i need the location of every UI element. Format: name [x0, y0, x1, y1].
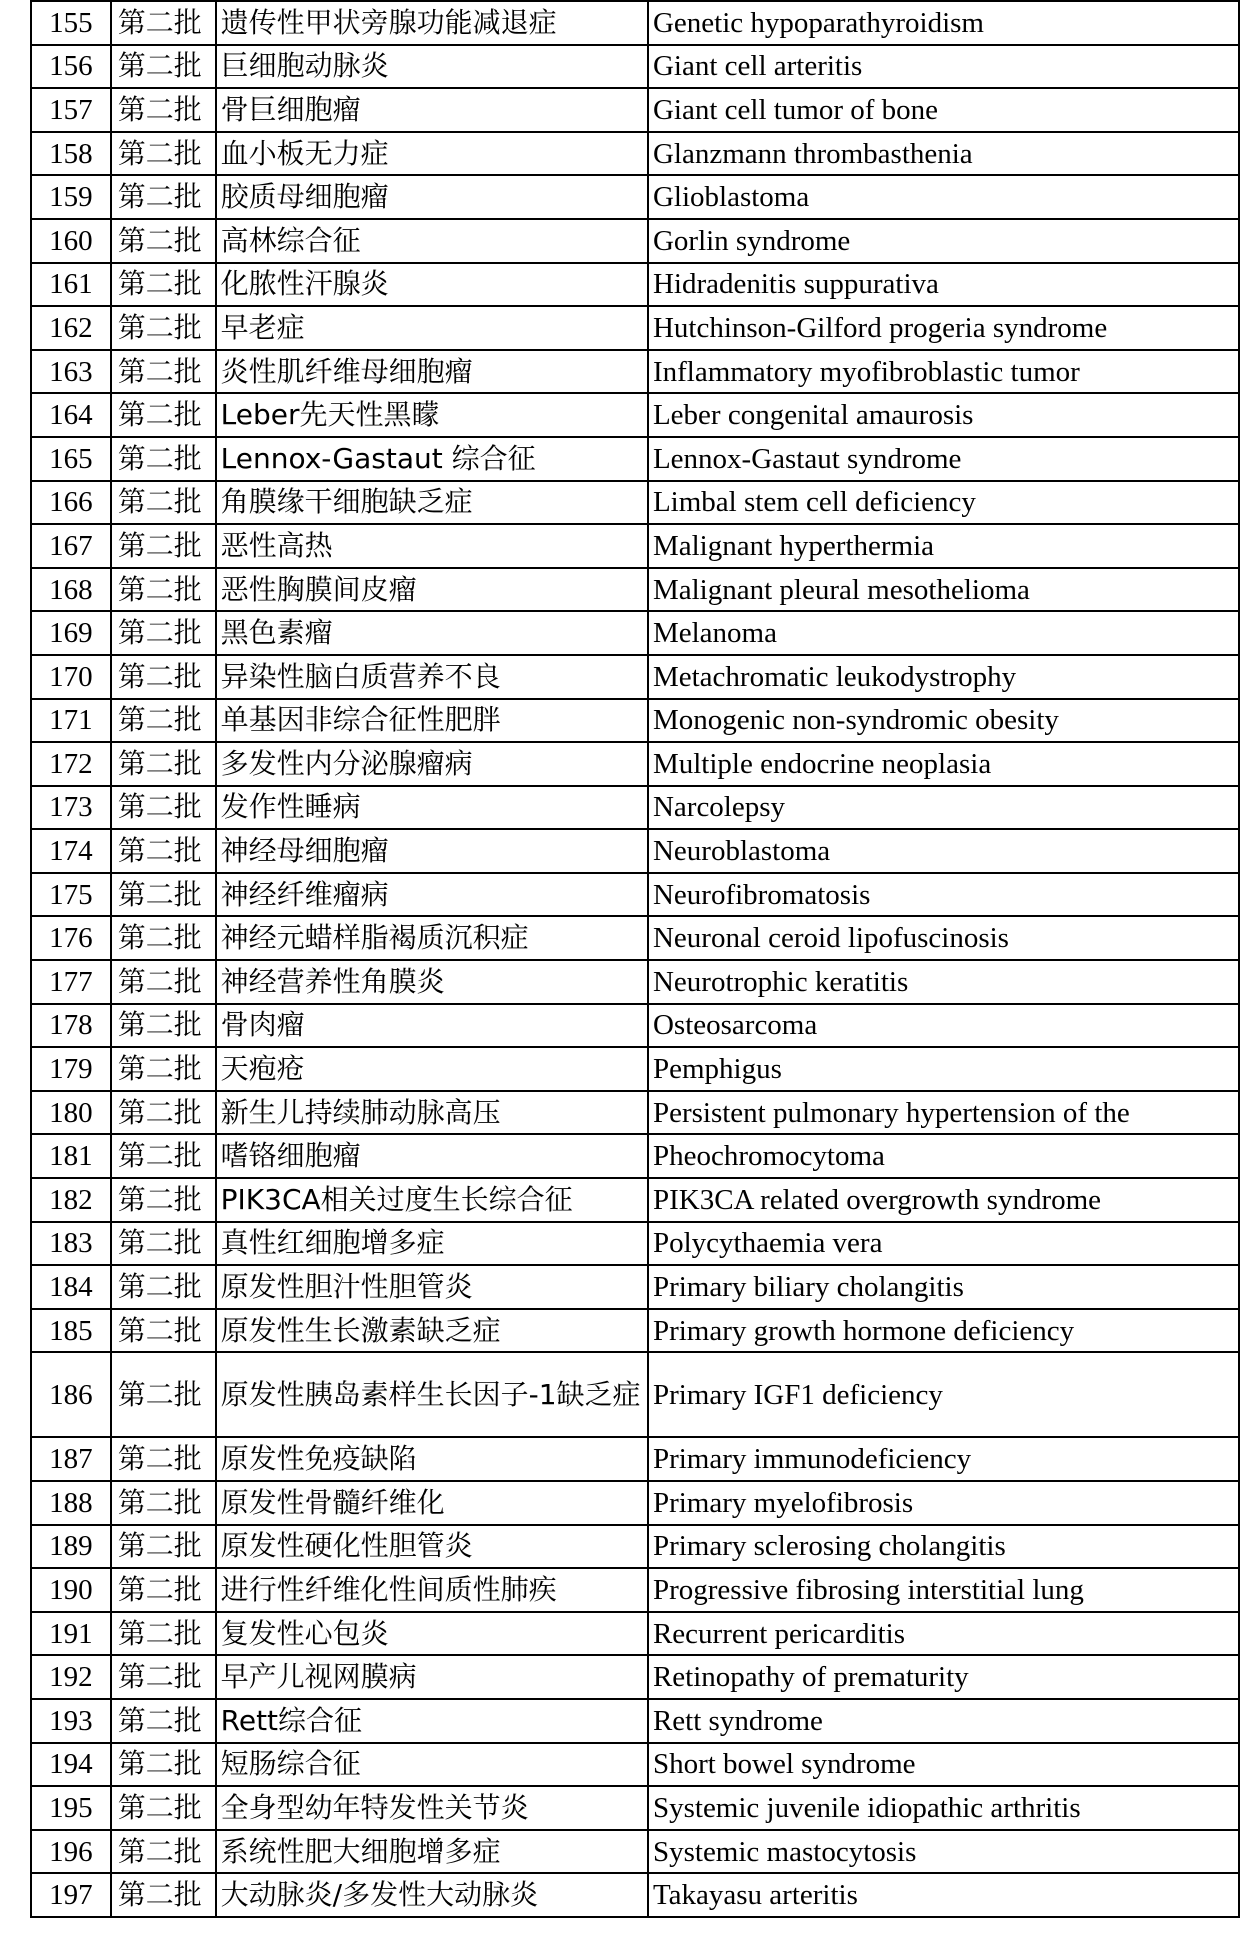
english-name-cell: Genetic hypoparathyroidism — [648, 1, 1239, 45]
table-row — [31, 481, 1239, 525]
table-row — [31, 1178, 1239, 1222]
batch-cell: 第二批 — [111, 568, 216, 612]
chinese-name-cell: 神经母细胞瘤 — [216, 829, 648, 873]
english-name-cell: Pemphigus — [648, 1047, 1239, 1091]
chinese-name-cell: 发作性睡病 — [216, 786, 648, 830]
english-name-cell: Glanzmann thrombasthenia — [648, 132, 1239, 176]
batch-cell: 第二批 — [111, 1222, 216, 1266]
table-row — [31, 1525, 1239, 1569]
chinese-name-cell: 单基因非综合征性肥胖 — [216, 699, 648, 743]
batch-cell: 第二批 — [111, 1655, 216, 1699]
english-name-cell: Metachromatic leukodystrophy — [648, 655, 1239, 699]
row-number-cell: 180 — [31, 1091, 111, 1135]
english-name-cell: PIK3CA related overgrowth syndrome — [648, 1178, 1239, 1222]
table-row — [31, 568, 1239, 612]
english-name-cell: Polycythaemia vera — [648, 1222, 1239, 1266]
english-name-cell: Primary sclerosing cholangitis — [648, 1525, 1239, 1569]
table-row — [31, 1091, 1239, 1135]
chinese-name-cell: 原发性生长激素缺乏症 — [216, 1309, 648, 1353]
batch-cell: 第二批 — [111, 960, 216, 1004]
row-number-cell: 174 — [31, 829, 111, 873]
english-name-cell: Malignant pleural mesothelioma — [648, 568, 1239, 612]
table-row — [31, 1612, 1239, 1656]
table-row — [31, 742, 1239, 786]
english-name-cell: Limbal stem cell deficiency — [648, 481, 1239, 525]
chinese-name-cell: 多发性内分泌腺瘤病 — [216, 742, 648, 786]
english-name-cell: Systemic juvenile idiopathic arthritis — [648, 1786, 1239, 1830]
row-number-cell: 184 — [31, 1265, 111, 1309]
table-row — [31, 88, 1239, 132]
row-number-cell: 171 — [31, 699, 111, 743]
row-number-cell: 159 — [31, 175, 111, 219]
table-row — [31, 1699, 1239, 1743]
batch-cell: 第二批 — [111, 655, 216, 699]
chinese-name-cell: 原发性硬化性胆管炎 — [216, 1525, 648, 1569]
english-name-cell: Hidradenitis suppurativa — [648, 263, 1239, 307]
table-row — [31, 393, 1239, 437]
batch-cell: 第二批 — [111, 1481, 216, 1525]
chinese-name-cell: 早产儿视网膜病 — [216, 1655, 648, 1699]
row-number-cell: 163 — [31, 350, 111, 394]
chinese-name-cell: PIK3CA相关过度生长综合征 — [216, 1178, 648, 1222]
english-name-cell: Leber congenital amaurosis — [648, 393, 1239, 437]
english-name-cell: Neuroblastoma — [648, 829, 1239, 873]
chinese-name-cell: 神经纤维瘤病 — [216, 873, 648, 917]
chinese-name-cell: 角膜缘干细胞缺乏症 — [216, 481, 648, 525]
table-row — [31, 1134, 1239, 1178]
table-row — [31, 1786, 1239, 1830]
chinese-name-cell: 天疱疮 — [216, 1047, 648, 1091]
row-number-cell: 196 — [31, 1830, 111, 1874]
chinese-name-cell: Lennox-Gastaut 综合征 — [216, 437, 648, 481]
batch-cell: 第二批 — [111, 1265, 216, 1309]
batch-cell: 第二批 — [111, 1437, 216, 1481]
english-name-cell: Primary IGF1 deficiency — [648, 1352, 1239, 1437]
batch-cell: 第二批 — [111, 437, 216, 481]
chinese-name-cell: 新生儿持续肺动脉高压 — [216, 1091, 648, 1135]
row-number-cell: 161 — [31, 263, 111, 307]
chinese-name-cell: Leber先天性黑矇 — [216, 393, 648, 437]
row-number-cell: 155 — [31, 1, 111, 45]
row-number-cell: 186 — [31, 1352, 111, 1437]
english-name-cell: Hutchinson-Gilford progeria syndrome — [648, 306, 1239, 350]
batch-cell: 第二批 — [111, 306, 216, 350]
english-name-cell: Lennox-Gastaut syndrome — [648, 437, 1239, 481]
row-number-cell: 183 — [31, 1222, 111, 1266]
table-row — [31, 1830, 1239, 1874]
chinese-name-cell: 骨巨细胞瘤 — [216, 88, 648, 132]
chinese-name-cell: 原发性骨髓纤维化 — [216, 1481, 648, 1525]
table-row — [31, 1265, 1239, 1309]
batch-cell: 第二批 — [111, 1047, 216, 1091]
batch-cell: 第二批 — [111, 175, 216, 219]
row-number-cell: 195 — [31, 1786, 111, 1830]
row-number-cell: 166 — [31, 481, 111, 525]
row-number-cell: 182 — [31, 1178, 111, 1222]
row-number-cell: 170 — [31, 655, 111, 699]
table-row — [31, 306, 1239, 350]
chinese-name-cell: 遗传性甲状旁腺功能减退症 — [216, 1, 648, 45]
table-row — [31, 1873, 1239, 1917]
table-row — [31, 1309, 1239, 1353]
chinese-name-cell: 进行性纤维化性间质性肺疾 — [216, 1568, 648, 1612]
row-number-cell: 157 — [31, 88, 111, 132]
batch-cell: 第二批 — [111, 1699, 216, 1743]
batch-cell: 第二批 — [111, 524, 216, 568]
row-number-cell: 162 — [31, 306, 111, 350]
row-number-cell: 165 — [31, 437, 111, 481]
table-row — [31, 960, 1239, 1004]
english-name-cell: Short bowel syndrome — [648, 1743, 1239, 1787]
chinese-name-cell: 化脓性汗腺炎 — [216, 263, 648, 307]
table-row — [31, 1743, 1239, 1787]
table-row — [31, 699, 1239, 743]
batch-cell: 第二批 — [111, 1743, 216, 1787]
row-number-cell: 173 — [31, 786, 111, 830]
chinese-name-cell: 骨肉瘤 — [216, 1004, 648, 1048]
chinese-name-cell: 神经营养性角膜炎 — [216, 960, 648, 1004]
row-number-cell: 189 — [31, 1525, 111, 1569]
batch-cell: 第二批 — [111, 1612, 216, 1656]
row-number-cell: 176 — [31, 916, 111, 960]
english-name-cell: Gorlin syndrome — [648, 219, 1239, 263]
batch-cell: 第二批 — [111, 132, 216, 176]
table-row — [31, 655, 1239, 699]
batch-cell: 第二批 — [111, 873, 216, 917]
chinese-name-cell: Rett综合征 — [216, 1699, 648, 1743]
chinese-name-cell: 巨细胞动脉炎 — [216, 45, 648, 89]
table-row — [31, 873, 1239, 917]
english-name-cell: Primary myelofibrosis — [648, 1481, 1239, 1525]
row-number-cell: 179 — [31, 1047, 111, 1091]
table-row — [31, 1004, 1239, 1048]
batch-cell: 第二批 — [111, 1525, 216, 1569]
table-row — [31, 1047, 1239, 1091]
english-name-cell: Progressive fibrosing interstitial lung — [648, 1568, 1239, 1612]
row-number-cell: 164 — [31, 393, 111, 437]
english-name-cell: Neuronal ceroid lipofuscinosis — [648, 916, 1239, 960]
english-name-cell: Persistent pulmonary hypertension of the — [648, 1091, 1239, 1135]
table-row — [31, 524, 1239, 568]
chinese-name-cell: 真性红细胞增多症 — [216, 1222, 648, 1266]
table-row — [31, 132, 1239, 176]
batch-cell: 第二批 — [111, 1004, 216, 1048]
english-name-cell: Retinopathy of prematurity — [648, 1655, 1239, 1699]
row-number-cell: 188 — [31, 1481, 111, 1525]
batch-cell: 第二批 — [111, 1786, 216, 1830]
english-name-cell: Systemic mastocytosis — [648, 1830, 1239, 1874]
english-name-cell: Neurotrophic keratitis — [648, 960, 1239, 1004]
english-name-cell: Monogenic non-syndromic obesity — [648, 699, 1239, 743]
row-number-cell: 169 — [31, 611, 111, 655]
batch-cell: 第二批 — [111, 481, 216, 525]
table-row — [31, 1437, 1239, 1481]
batch-cell: 第二批 — [111, 1873, 216, 1917]
batch-cell: 第二批 — [111, 1309, 216, 1353]
english-name-cell: Malignant hyperthermia — [648, 524, 1239, 568]
english-name-cell: Melanoma — [648, 611, 1239, 655]
table-body — [31, 1, 1239, 1917]
table-row — [31, 437, 1239, 481]
row-number-cell: 168 — [31, 568, 111, 612]
batch-cell: 第二批 — [111, 1830, 216, 1874]
table-row — [31, 175, 1239, 219]
english-name-cell: Glioblastoma — [648, 175, 1239, 219]
row-number-cell: 178 — [31, 1004, 111, 1048]
batch-cell: 第二批 — [111, 1568, 216, 1612]
chinese-name-cell: 血小板无力症 — [216, 132, 648, 176]
row-number-cell: 197 — [31, 1873, 111, 1917]
english-name-cell: Multiple endocrine neoplasia — [648, 742, 1239, 786]
table-row — [31, 263, 1239, 307]
chinese-name-cell: 黑色素瘤 — [216, 611, 648, 655]
row-number-cell: 177 — [31, 960, 111, 1004]
batch-cell: 第二批 — [111, 1, 216, 45]
english-name-cell: Neurofibromatosis — [648, 873, 1239, 917]
table-row — [31, 1222, 1239, 1266]
batch-cell: 第二批 — [111, 829, 216, 873]
batch-cell: 第二批 — [111, 1134, 216, 1178]
table-row — [31, 45, 1239, 89]
chinese-name-cell: 嗜铬细胞瘤 — [216, 1134, 648, 1178]
english-name-cell: Inflammatory myofibroblastic tumor — [648, 350, 1239, 394]
chinese-name-cell: 胶质母细胞瘤 — [216, 175, 648, 219]
english-name-cell: Recurrent pericarditis — [648, 1612, 1239, 1656]
row-number-cell: 175 — [31, 873, 111, 917]
batch-cell: 第二批 — [111, 786, 216, 830]
batch-cell: 第二批 — [111, 219, 216, 263]
batch-cell: 第二批 — [111, 88, 216, 132]
table-row — [31, 1568, 1239, 1612]
row-number-cell: 156 — [31, 45, 111, 89]
table-row — [31, 1655, 1239, 1699]
chinese-name-cell: 高林综合征 — [216, 219, 648, 263]
batch-cell: 第二批 — [111, 916, 216, 960]
row-number-cell: 192 — [31, 1655, 111, 1699]
chinese-name-cell: 原发性胆汁性胆管炎 — [216, 1265, 648, 1309]
batch-cell: 第二批 — [111, 699, 216, 743]
row-number-cell: 194 — [31, 1743, 111, 1787]
row-number-cell: 160 — [31, 219, 111, 263]
chinese-name-cell: 炎性肌纤维母细胞瘤 — [216, 350, 648, 394]
chinese-name-cell: 系统性肥大细胞增多症 — [216, 1830, 648, 1874]
table-row — [31, 829, 1239, 873]
english-name-cell: Primary immunodeficiency — [648, 1437, 1239, 1481]
english-name-cell: Primary biliary cholangitis — [648, 1265, 1239, 1309]
english-name-cell: Pheochromocytoma — [648, 1134, 1239, 1178]
chinese-name-cell: 恶性高热 — [216, 524, 648, 568]
chinese-name-cell: 恶性胸膜间皮瘤 — [216, 568, 648, 612]
row-number-cell: 187 — [31, 1437, 111, 1481]
batch-cell: 第二批 — [111, 393, 216, 437]
chinese-name-cell: 大动脉炎/多发性大动脉炎 — [216, 1873, 648, 1917]
batch-cell: 第二批 — [111, 263, 216, 307]
table-row — [31, 916, 1239, 960]
row-number-cell: 193 — [31, 1699, 111, 1743]
row-number-cell: 181 — [31, 1134, 111, 1178]
batch-cell: 第二批 — [111, 1178, 216, 1222]
table-row — [31, 786, 1239, 830]
chinese-name-cell: 原发性免疫缺陷 — [216, 1437, 648, 1481]
english-name-cell: Takayasu arteritis — [648, 1873, 1239, 1917]
batch-cell: 第二批 — [111, 350, 216, 394]
english-name-cell: Giant cell tumor of bone — [648, 88, 1239, 132]
chinese-name-cell: 早老症 — [216, 306, 648, 350]
english-name-cell: Osteosarcoma — [648, 1004, 1239, 1048]
english-name-cell: Narcolepsy — [648, 786, 1239, 830]
row-number-cell: 158 — [31, 132, 111, 176]
table-row — [31, 611, 1239, 655]
table-row — [31, 350, 1239, 394]
row-number-cell: 190 — [31, 1568, 111, 1612]
rare-disease-table — [30, 0, 1240, 1918]
batch-cell: 第二批 — [111, 611, 216, 655]
table-row — [31, 219, 1239, 263]
row-number-cell: 185 — [31, 1309, 111, 1353]
english-name-cell: Giant cell arteritis — [648, 45, 1239, 89]
batch-cell: 第二批 — [111, 742, 216, 786]
english-name-cell: Rett syndrome — [648, 1699, 1239, 1743]
chinese-name-cell: 原发性胰岛素样生长因子-1缺乏症 — [216, 1352, 648, 1437]
table-row — [31, 1481, 1239, 1525]
batch-cell: 第二批 — [111, 1091, 216, 1135]
chinese-name-cell: 短肠综合征 — [216, 1743, 648, 1787]
batch-cell: 第二批 — [111, 45, 216, 89]
english-name-cell: Primary growth hormone deficiency — [648, 1309, 1239, 1353]
table-row — [31, 1, 1239, 45]
row-number-cell: 167 — [31, 524, 111, 568]
table-row — [31, 1352, 1239, 1437]
chinese-name-cell: 复发性心包炎 — [216, 1612, 648, 1656]
chinese-name-cell: 异染性脑白质营养不良 — [216, 655, 648, 699]
row-number-cell: 172 — [31, 742, 111, 786]
chinese-name-cell: 神经元蜡样脂褐质沉积症 — [216, 916, 648, 960]
row-number-cell: 191 — [31, 1612, 111, 1656]
chinese-name-cell: 全身型幼年特发性关节炎 — [216, 1786, 648, 1830]
batch-cell: 第二批 — [111, 1352, 216, 1437]
